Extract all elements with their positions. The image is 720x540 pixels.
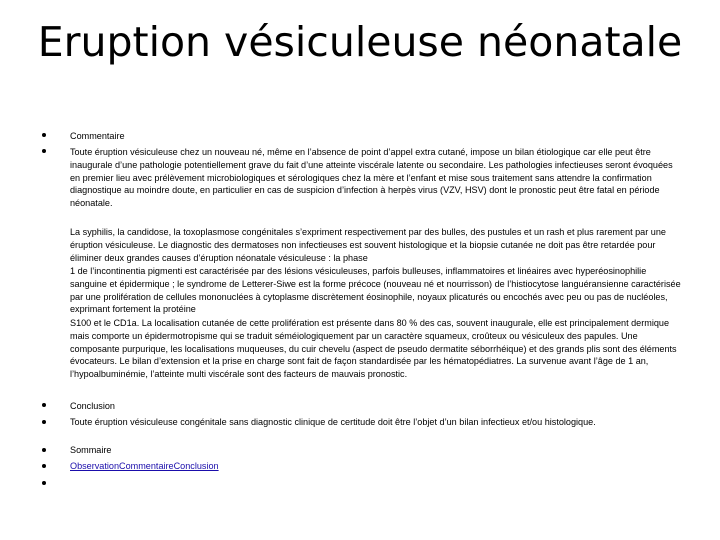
bullet-marker <box>42 448 46 452</box>
bullet-marker <box>42 133 46 137</box>
conclusion-heading: Conclusion <box>70 401 115 411</box>
bullet-marker <box>42 420 46 424</box>
pathology-paragraph-2: 1 de l’incontinentia pigmenti est caractérisée par des lésions vésiculeuses, parfois bulleuses, inflammatoires et linéaires avec hyperéosinophilie sanguine et épidermique ; le syndrome de Letterer-Siwe est la forme précoce (nouveau né et nourrisson) de l’histiocytose languéransienne caractérisée par une prolifération de cellules mononuclées à cytoplasme discrètement éosinophile, noyaux plicaturés ou encochés avec peu ou pas de nucléoles, exprimant fortement la protéine <box>70 266 681 315</box>
navigation-link[interactable]: ObservationCommentaireConclusion <box>70 461 219 471</box>
conclusion-paragraph: Toute éruption vésiculeuse congénitale sans diagnostic clinique de certitude doit être l’objet d’un bilan infectieux et/ou histologique. <box>70 417 596 427</box>
pathology-paragraph-3: S100 et le CD1a. La localisation cutanée de cette prolifération est présente dans 80 % des cas, souvent inaugurale, elle est principalement dermique mais comporte un épidermotropisme qui se traduit séméiologiquement par un caractère squameux, croûteux ou vésiculeux des papules. Une composante purpurique, les localisations muqueuses, du cuir chevelu (aspect de pseudo dermatite séborrhéique) et des grands plis sont des éléments évocateurs. Le bilan d’extension et la prise en charge sont fait de façon standardisée par les hématopédiatres. La survenue avant l’âge de 1 an, l’hypoalbuminémie, l’atteinte multi viscérale sont des facteurs de mauvais pronostic. <box>70 318 677 380</box>
bullet-marker <box>42 149 46 153</box>
pathology-paragraph-1: La syphilis, la candidose, la toxoplasmose congénitales s’expriment respectivement par des bulles, des pustules et un rash et plus rarement par une éruption vésiculeuse. Le diagnostic des dermatoses non infectieuses est souvent histologique et la biopsie cutanée ne doit pas être retardée pour éliminer deux grandes causes d’éruption néonatale vésiculeuse : la phase <box>70 227 666 263</box>
nav-links[interactable] <box>70 460 682 473</box>
commentaire-paragraph: Toute éruption vésiculeuse chez un nouveau né, même en l’absence de point d’appel extra cutané, impose un bilan étiologique car elle peut être inaugurale d’une pathologie potentiellement grave du fait d’une atteinte viscérale latente ou secondaire. Les pathologies infectieuses seront évoquées en premier lieu avec prélèvement microbiologiques et sérologiques chez la mère et l’enfant et mise sous traitement sans attendre la confirmation diagnostique au moindre doute, en particulier en cas de suspicion d’infection à herpès virus (VZV, HSV) dont le pronostic peut être fatal en période néonatale. <box>70 147 673 209</box>
bullet-marker <box>42 464 46 468</box>
commentaire-heading: Commentaire <box>70 131 125 141</box>
bullet-column <box>0 0 60 540</box>
bullet-marker <box>42 403 46 407</box>
slide-title: Eruption vésiculeuse néonatale <box>37 18 683 66</box>
bullet-marker <box>42 481 46 485</box>
sommaire-heading: Sommaire <box>70 445 112 455</box>
